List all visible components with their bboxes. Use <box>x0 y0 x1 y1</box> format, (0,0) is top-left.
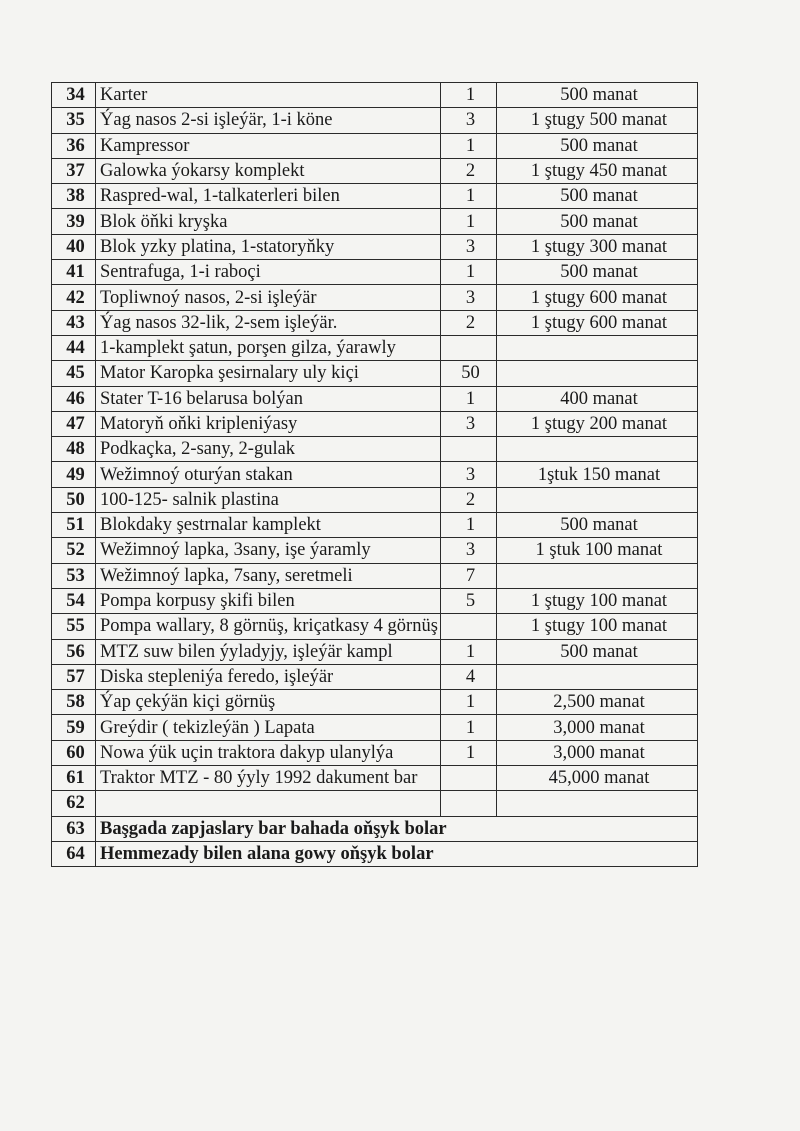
item-price <box>497 563 698 588</box>
table-row <box>52 841 698 866</box>
item-quantity: 1 <box>441 740 497 765</box>
item-price: 2,500 manat <box>497 690 698 715</box>
table-row <box>52 588 698 613</box>
table-row <box>52 437 698 462</box>
item-name: Wežimnoý lapka, 3sany, işe ýaramly <box>96 538 441 563</box>
item-price: 3,000 manat <box>497 715 698 740</box>
item-name: Raspred-wal, 1-talkaterleri bilen <box>96 184 441 209</box>
item-quantity: 1 <box>441 184 497 209</box>
item-quantity: 3 <box>441 108 497 133</box>
row-number: 56 <box>52 639 96 664</box>
row-number: 57 <box>52 664 96 689</box>
item-quantity: 3 <box>441 538 497 563</box>
item-quantity: 2 <box>441 487 497 512</box>
item-name: Diska stepleniýa feredo, işleýär <box>96 664 441 689</box>
table-row <box>52 158 698 183</box>
table-row <box>52 563 698 588</box>
item-quantity: 50 <box>441 361 497 386</box>
table-row <box>52 83 698 108</box>
row-number: 59 <box>52 715 96 740</box>
table-row <box>52 411 698 436</box>
item-name: Greýdir ( tekizleýän ) Lapata <box>96 715 441 740</box>
table-row <box>52 310 698 335</box>
row-number: 61 <box>52 766 96 791</box>
item-name: Podkaçka, 2-sany, 2-gulak <box>96 437 441 462</box>
table-row <box>52 614 698 639</box>
item-price: 1 ştugy 600 manat <box>497 310 698 335</box>
inventory-table-body <box>52 83 698 867</box>
item-price: 1 ştugy 100 manat <box>497 588 698 613</box>
item-price <box>497 664 698 689</box>
item-price <box>497 437 698 462</box>
item-name: Traktor MTZ - 80 ýyly 1992 dakument bar <box>96 766 441 791</box>
item-name: Nowa ýük uçin traktora dakyp ulanylýa <box>96 740 441 765</box>
row-number: 47 <box>52 411 96 436</box>
item-name: Wežimnoý oturýan stakan <box>96 462 441 487</box>
row-number: 45 <box>52 361 96 386</box>
row-number: 62 <box>52 791 96 816</box>
table-row <box>52 209 698 234</box>
table-row <box>52 285 698 310</box>
item-quantity: 7 <box>441 563 497 588</box>
item-name: Wežimnoý lapka, 7sany, seretmeli <box>96 563 441 588</box>
row-number: 54 <box>52 588 96 613</box>
item-price: 45,000 manat <box>497 766 698 791</box>
item-name: Galowka ýokarsy komplekt <box>96 158 441 183</box>
table-row <box>52 766 698 791</box>
item-quantity <box>441 766 497 791</box>
table-row <box>52 234 698 259</box>
item-name: Ýag nasos 32-lik, 2-sem işleýär. <box>96 310 441 335</box>
table-row <box>52 487 698 512</box>
row-number: 60 <box>52 740 96 765</box>
item-name <box>96 791 441 816</box>
item-price: 1 ştugy 500 manat <box>497 108 698 133</box>
table-row <box>52 664 698 689</box>
row-number: 52 <box>52 538 96 563</box>
table-row <box>52 386 698 411</box>
row-number: 38 <box>52 184 96 209</box>
row-number: 37 <box>52 158 96 183</box>
item-price: 500 manat <box>497 184 698 209</box>
table-row <box>52 715 698 740</box>
row-number: 44 <box>52 335 96 360</box>
row-number: 41 <box>52 260 96 285</box>
row-number: 46 <box>52 386 96 411</box>
item-price: 500 manat <box>497 133 698 158</box>
item-price: 3,000 manat <box>497 740 698 765</box>
item-name: Blokdaky şestrnalar kamplekt <box>96 513 441 538</box>
item-quantity: 4 <box>441 664 497 689</box>
item-name: Pompa korpusy şkifi bilen <box>96 588 441 613</box>
item-price: 500 manat <box>497 260 698 285</box>
row-number: 36 <box>52 133 96 158</box>
item-name: Karter <box>96 83 441 108</box>
table-row <box>52 108 698 133</box>
row-number: 50 <box>52 487 96 512</box>
table-row <box>52 513 698 538</box>
item-quantity: 1 <box>441 639 497 664</box>
item-name: Ýap çekýän kiçi görnüş <box>96 690 441 715</box>
item-name: MTZ suw bilen ýyladyjy, işleýär kampl <box>96 639 441 664</box>
table-row <box>52 639 698 664</box>
item-quantity <box>441 791 497 816</box>
item-quantity: 2 <box>441 158 497 183</box>
item-quantity: 1 <box>441 386 497 411</box>
row-number: 42 <box>52 285 96 310</box>
item-name: Blok öňki kryşka <box>96 209 441 234</box>
row-number: 58 <box>52 690 96 715</box>
row-number: 64 <box>52 841 96 866</box>
item-quantity: 3 <box>441 411 497 436</box>
item-quantity <box>441 335 497 360</box>
row-number: 53 <box>52 563 96 588</box>
item-price <box>497 335 698 360</box>
row-number: 34 <box>52 83 96 108</box>
row-number: 55 <box>52 614 96 639</box>
item-name: Mator Karopka şesirnalary uly kiçi <box>96 361 441 386</box>
table-row <box>52 816 698 841</box>
item-price <box>497 361 698 386</box>
item-price: 500 manat <box>497 83 698 108</box>
item-quantity <box>441 614 497 639</box>
item-quantity: 5 <box>441 588 497 613</box>
table-row <box>52 740 698 765</box>
item-price: 1 ştugy 450 manat <box>497 158 698 183</box>
item-name: Hemmezady bilen alana gowy oňşyk bolar <box>96 841 698 866</box>
item-price <box>497 487 698 512</box>
table-row <box>52 184 698 209</box>
row-number: 63 <box>52 816 96 841</box>
row-number: 49 <box>52 462 96 487</box>
item-name: Ýag nasos 2-si işleýär, 1-i köne <box>96 108 441 133</box>
item-quantity: 1 <box>441 133 497 158</box>
item-name: Topliwnoý nasos, 2-si işleýär <box>96 285 441 310</box>
item-quantity: 1 <box>441 209 497 234</box>
inventory-table <box>51 82 698 867</box>
item-price: 500 manat <box>497 639 698 664</box>
item-quantity: 3 <box>441 285 497 310</box>
item-quantity: 1 <box>441 715 497 740</box>
item-name: Sentrafuga, 1-i raboçi <box>96 260 441 285</box>
item-quantity: 3 <box>441 462 497 487</box>
item-price: 1 ştugy 200 manat <box>497 411 698 436</box>
item-name: Stater T-16 belarusa bolýan <box>96 386 441 411</box>
item-quantity: 1 <box>441 690 497 715</box>
table-row <box>52 335 698 360</box>
table-row <box>52 133 698 158</box>
item-name: 100-125- salnik plastina <box>96 487 441 512</box>
row-number: 39 <box>52 209 96 234</box>
row-number: 40 <box>52 234 96 259</box>
item-quantity: 3 <box>441 234 497 259</box>
item-price: 500 manat <box>497 209 698 234</box>
table-row <box>52 462 698 487</box>
row-number: 48 <box>52 437 96 462</box>
item-price <box>497 791 698 816</box>
item-name: Matoryň oňki kripleniýasy <box>96 411 441 436</box>
table-row <box>52 538 698 563</box>
row-number: 51 <box>52 513 96 538</box>
item-name: 1-kamplekt şatun, porşen gilza, ýarawly <box>96 335 441 360</box>
item-price: 1 ştugy 300 manat <box>497 234 698 259</box>
item-name: Blok yzky platina, 1-statoryňky <box>96 234 441 259</box>
item-name: Pompa wallary, 8 görnüş, kriçatkasy 4 görnüş <box>96 614 441 639</box>
item-price: 500 manat <box>497 513 698 538</box>
item-quantity: 1 <box>441 260 497 285</box>
item-price: 1 ştuk 100 manat <box>497 538 698 563</box>
item-quantity: 2 <box>441 310 497 335</box>
table-row <box>52 791 698 816</box>
item-name: Başgada zapjaslary bar bahada oňşyk bolar <box>96 816 698 841</box>
item-price: 1 ştugy 600 manat <box>497 285 698 310</box>
item-quantity <box>441 437 497 462</box>
item-quantity: 1 <box>441 83 497 108</box>
item-price: 400 manat <box>497 386 698 411</box>
item-price: 1ştuk 150 manat <box>497 462 698 487</box>
item-price: 1 ştugy 100 manat <box>497 614 698 639</box>
table-row <box>52 361 698 386</box>
item-quantity: 1 <box>441 513 497 538</box>
row-number: 35 <box>52 108 96 133</box>
row-number: 43 <box>52 310 96 335</box>
item-name: Kampressor <box>96 133 441 158</box>
table-row <box>52 260 698 285</box>
table-row <box>52 690 698 715</box>
